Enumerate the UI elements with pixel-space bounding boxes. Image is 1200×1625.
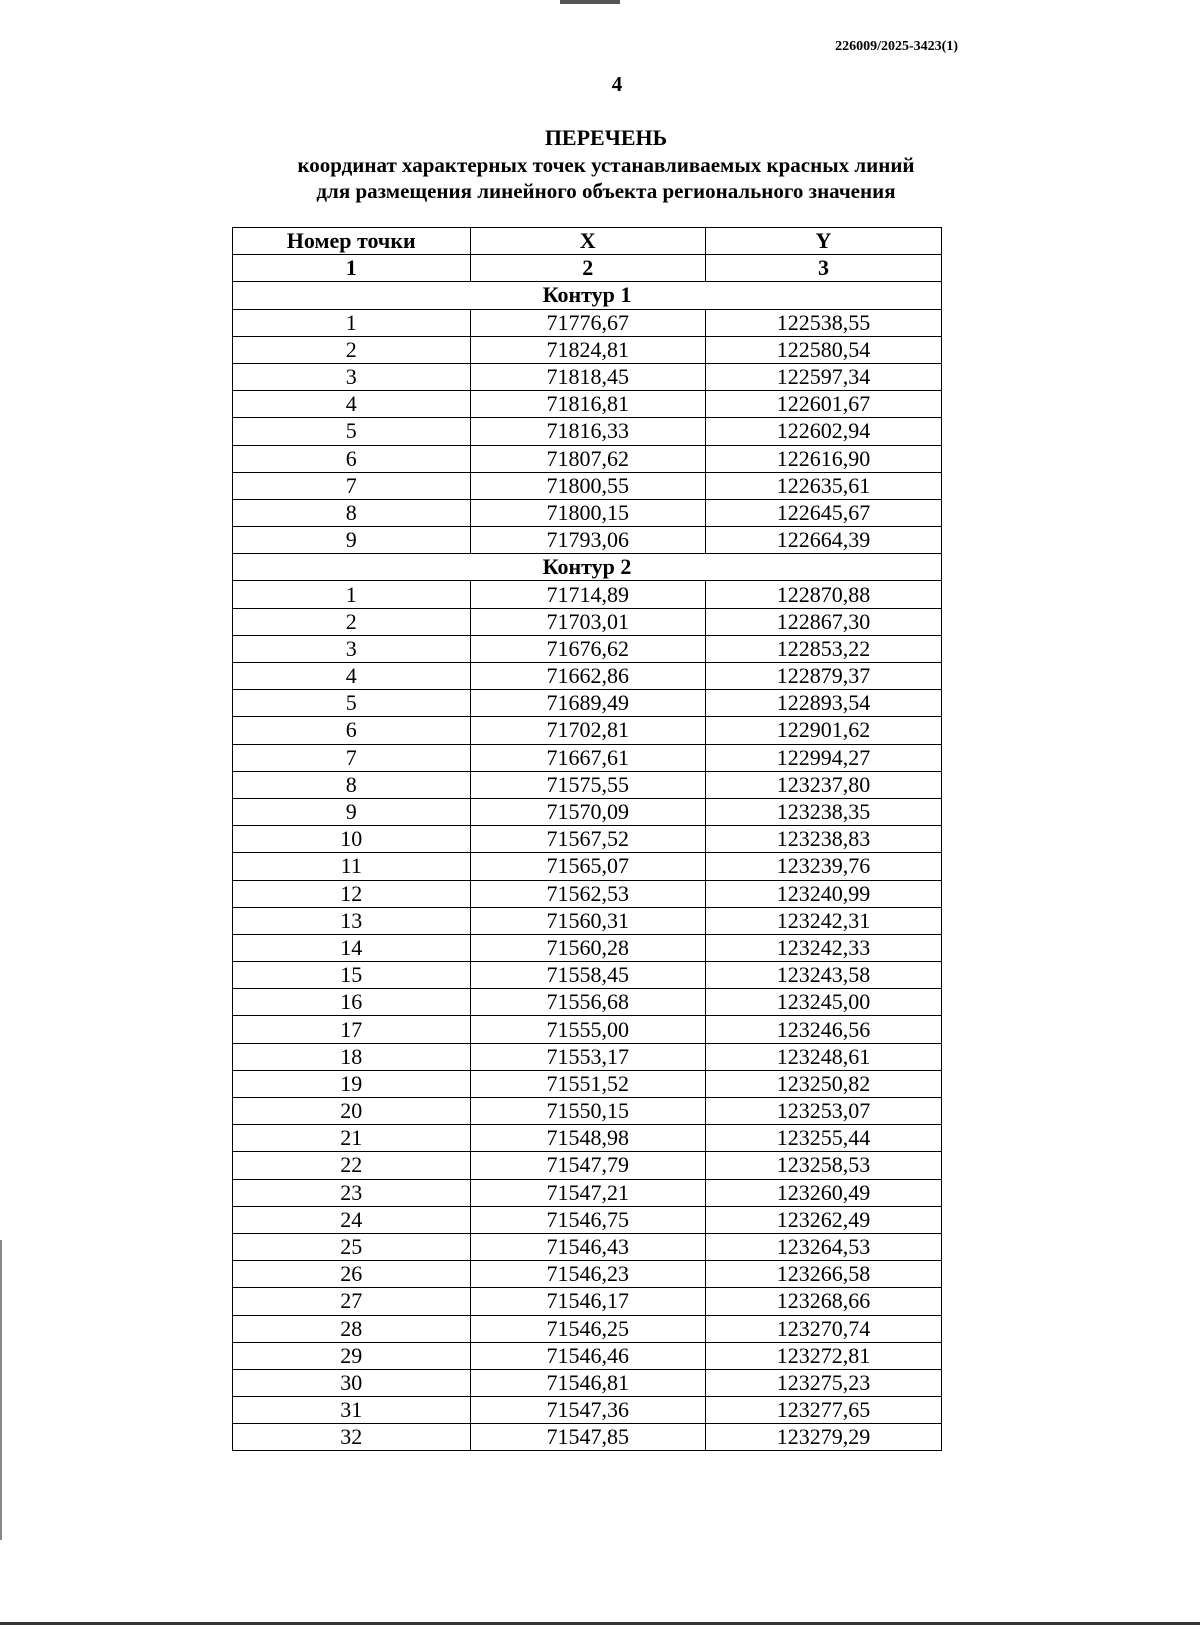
x-coordinate-cell: 71816,81	[470, 391, 705, 418]
point-number-cell: 10	[233, 826, 471, 853]
y-coordinate-cell: 123258,53	[705, 1152, 941, 1179]
point-number-cell: 17	[233, 1016, 471, 1043]
point-number-cell: 5	[233, 418, 471, 445]
table-row	[233, 1016, 942, 1043]
header-y: Y	[705, 228, 941, 255]
y-coordinate-cell: 123262,49	[705, 1206, 941, 1233]
x-coordinate-cell: 71546,75	[470, 1206, 705, 1233]
point-number-cell: 1	[233, 581, 471, 608]
y-coordinate-cell: 123239,76	[705, 853, 941, 880]
point-number-cell: 8	[233, 771, 471, 798]
x-coordinate-cell: 71567,52	[470, 826, 705, 853]
x-coordinate-cell: 71553,17	[470, 1043, 705, 1070]
table-row	[233, 853, 942, 880]
document-subtitle-line-2: для размещения линейного объекта регионального значения	[316, 179, 896, 203]
x-coordinate-cell: 71570,09	[470, 798, 705, 825]
page-number: 4	[611, 72, 623, 96]
x-coordinate-cell: 71667,61	[470, 744, 705, 771]
table-row	[233, 1369, 942, 1396]
y-coordinate-cell: 123248,61	[705, 1043, 941, 1070]
x-coordinate-cell: 71565,07	[470, 853, 705, 880]
table-body	[233, 282, 942, 1451]
x-coordinate-cell: 71776,67	[470, 309, 705, 336]
y-coordinate-cell: 123275,23	[705, 1369, 941, 1396]
y-coordinate-cell: 123260,49	[705, 1179, 941, 1206]
point-number-cell: 14	[233, 934, 471, 961]
x-coordinate-cell: 71547,85	[470, 1424, 705, 1451]
point-number-cell: 11	[233, 853, 471, 880]
y-coordinate-cell: 122538,55	[705, 309, 941, 336]
point-number-cell: 29	[233, 1342, 471, 1369]
table-row	[233, 1179, 942, 1206]
point-number-cell: 6	[233, 717, 471, 744]
index-cell-3: 3	[705, 255, 941, 282]
point-number-cell: 9	[233, 798, 471, 825]
y-coordinate-cell: 122616,90	[705, 445, 941, 472]
point-number-cell: 2	[233, 608, 471, 635]
x-coordinate-cell: 71546,81	[470, 1369, 705, 1396]
x-coordinate-cell: 71689,49	[470, 690, 705, 717]
point-number-cell: 19	[233, 1070, 471, 1097]
x-coordinate-cell: 71560,28	[470, 934, 705, 961]
table-row	[233, 581, 942, 608]
table-row	[233, 1206, 942, 1233]
coordinates-table-container	[232, 227, 942, 1451]
point-number-cell: 32	[233, 1424, 471, 1451]
x-coordinate-cell: 71547,79	[470, 1152, 705, 1179]
point-number-cell: 7	[233, 744, 471, 771]
x-coordinate-cell: 71714,89	[470, 581, 705, 608]
table-row	[233, 1342, 942, 1369]
y-coordinate-cell: 123253,07	[705, 1098, 941, 1125]
y-coordinate-cell: 122901,62	[705, 717, 941, 744]
point-number-cell: 15	[233, 962, 471, 989]
table-row	[233, 336, 942, 363]
y-coordinate-cell: 123264,53	[705, 1233, 941, 1260]
x-coordinate-cell: 71702,81	[470, 717, 705, 744]
table-row	[233, 934, 942, 961]
point-number-cell: 28	[233, 1315, 471, 1342]
table-row	[233, 1424, 942, 1451]
point-number-cell: 3	[233, 635, 471, 662]
coordinates-table	[232, 227, 942, 1451]
y-coordinate-cell: 123242,33	[705, 934, 941, 961]
table-row	[233, 499, 942, 526]
point-number-cell: 9	[233, 527, 471, 554]
x-coordinate-cell: 71818,45	[470, 363, 705, 390]
x-coordinate-cell: 71550,15	[470, 1098, 705, 1125]
y-coordinate-cell: 122664,39	[705, 527, 941, 554]
table-row	[233, 1125, 942, 1152]
y-coordinate-cell: 123272,81	[705, 1342, 941, 1369]
x-coordinate-cell: 71662,86	[470, 663, 705, 690]
index-cell-2: 2	[470, 255, 705, 282]
table-row	[233, 771, 942, 798]
point-number-cell: 18	[233, 1043, 471, 1070]
x-coordinate-cell: 71546,43	[470, 1233, 705, 1260]
y-coordinate-cell: 122994,27	[705, 744, 941, 771]
x-coordinate-cell: 71548,98	[470, 1125, 705, 1152]
table-row	[233, 1233, 942, 1260]
x-coordinate-cell: 71547,36	[470, 1397, 705, 1424]
y-coordinate-cell: 123246,56	[705, 1016, 941, 1043]
y-coordinate-cell: 122870,88	[705, 581, 941, 608]
y-coordinate-cell: 123266,58	[705, 1261, 941, 1288]
point-number-cell: 20	[233, 1098, 471, 1125]
x-coordinate-cell: 71793,06	[470, 527, 705, 554]
y-coordinate-cell: 123243,58	[705, 962, 941, 989]
point-number-cell: 26	[233, 1261, 471, 1288]
y-coordinate-cell: 123238,35	[705, 798, 941, 825]
x-coordinate-cell: 71800,15	[470, 499, 705, 526]
x-coordinate-cell: 71562,53	[470, 880, 705, 907]
y-coordinate-cell: 122601,67	[705, 391, 941, 418]
y-coordinate-cell: 122879,37	[705, 663, 941, 690]
header-point-number: Номер точки	[233, 228, 471, 255]
contour-label: Контур 2	[233, 554, 942, 581]
header-x: X	[470, 228, 705, 255]
table-row	[233, 744, 942, 771]
y-coordinate-cell: 122602,94	[705, 418, 941, 445]
y-coordinate-cell: 122635,61	[705, 472, 941, 499]
table-row	[233, 826, 942, 853]
point-number-cell: 30	[233, 1369, 471, 1396]
table-row	[233, 962, 942, 989]
y-coordinate-cell: 122867,30	[705, 608, 941, 635]
y-coordinate-cell: 122645,67	[705, 499, 941, 526]
point-number-cell: 7	[233, 472, 471, 499]
contour-label: Контур 1	[233, 282, 942, 309]
table-row	[233, 1152, 942, 1179]
table-row	[233, 363, 942, 390]
document-subtitle-line-1: координат характерных точек устанавливаемых красных линий	[297, 153, 915, 177]
contour-header-row	[233, 282, 942, 309]
y-coordinate-cell: 123277,65	[705, 1397, 941, 1424]
table-row	[233, 798, 942, 825]
x-coordinate-cell: 71676,62	[470, 635, 705, 662]
point-number-cell: 25	[233, 1233, 471, 1260]
table-row	[233, 527, 942, 554]
table-row	[233, 1315, 942, 1342]
y-coordinate-cell: 123240,99	[705, 880, 941, 907]
point-number-cell: 27	[233, 1288, 471, 1315]
point-number-cell: 31	[233, 1397, 471, 1424]
y-coordinate-cell: 122580,54	[705, 336, 941, 363]
point-number-cell: 21	[233, 1125, 471, 1152]
contour-header-row	[233, 554, 942, 581]
x-coordinate-cell: 71546,46	[470, 1342, 705, 1369]
x-coordinate-cell: 71546,23	[470, 1261, 705, 1288]
point-number-cell: 16	[233, 989, 471, 1016]
table-row	[233, 472, 942, 499]
y-coordinate-cell: 123238,83	[705, 826, 941, 853]
y-coordinate-cell: 122853,22	[705, 635, 941, 662]
table-row	[233, 907, 942, 934]
point-number-cell: 1	[233, 309, 471, 336]
scan-top-mark	[560, 0, 620, 4]
x-coordinate-cell: 71555,00	[470, 1016, 705, 1043]
point-number-cell: 4	[233, 663, 471, 690]
point-number-cell: 6	[233, 445, 471, 472]
x-coordinate-cell: 71547,21	[470, 1179, 705, 1206]
table-row	[233, 1261, 942, 1288]
document-title: ПЕРЕЧЕНЬ	[544, 125, 668, 150]
table-row	[233, 989, 942, 1016]
x-coordinate-cell: 71551,52	[470, 1070, 705, 1097]
y-coordinate-cell: 123268,66	[705, 1288, 941, 1315]
point-number-cell: 2	[233, 336, 471, 363]
table-row	[233, 690, 942, 717]
x-coordinate-cell: 71556,68	[470, 989, 705, 1016]
point-number-cell: 13	[233, 907, 471, 934]
table-row	[233, 1070, 942, 1097]
y-coordinate-cell: 122893,54	[705, 690, 941, 717]
y-coordinate-cell: 122597,34	[705, 363, 941, 390]
table-row	[233, 608, 942, 635]
y-coordinate-cell: 123279,29	[705, 1424, 941, 1451]
index-cell-1: 1	[233, 255, 471, 282]
point-number-cell: 8	[233, 499, 471, 526]
x-coordinate-cell: 71703,01	[470, 608, 705, 635]
x-coordinate-cell: 71546,25	[470, 1315, 705, 1342]
point-number-cell: 12	[233, 880, 471, 907]
table-header-row	[233, 228, 942, 255]
x-coordinate-cell: 71816,33	[470, 418, 705, 445]
x-coordinate-cell: 71800,55	[470, 472, 705, 499]
table-row	[233, 1397, 942, 1424]
scan-left-edge	[0, 1240, 2, 1540]
point-number-cell: 3	[233, 363, 471, 390]
y-coordinate-cell: 123270,74	[705, 1315, 941, 1342]
table-row	[233, 1043, 942, 1070]
table-row	[233, 717, 942, 744]
table-row	[233, 880, 942, 907]
table-row	[233, 309, 942, 336]
x-coordinate-cell: 71807,62	[470, 445, 705, 472]
x-coordinate-cell: 71558,45	[470, 962, 705, 989]
point-number-cell: 23	[233, 1179, 471, 1206]
x-coordinate-cell: 71560,31	[470, 907, 705, 934]
point-number-cell: 22	[233, 1152, 471, 1179]
title-block	[230, 124, 982, 204]
table-row	[233, 391, 942, 418]
x-coordinate-cell: 71575,55	[470, 771, 705, 798]
y-coordinate-cell: 123255,44	[705, 1125, 941, 1152]
point-number-cell: 4	[233, 391, 471, 418]
point-number-cell: 5	[233, 690, 471, 717]
table-index-row	[233, 255, 942, 282]
table-row	[233, 663, 942, 690]
table-row	[233, 1098, 942, 1125]
table-row	[233, 1288, 942, 1315]
table-row	[233, 635, 942, 662]
table-row	[233, 445, 942, 472]
x-coordinate-cell: 71546,17	[470, 1288, 705, 1315]
y-coordinate-cell: 123237,80	[705, 771, 941, 798]
y-coordinate-cell: 123250,82	[705, 1070, 941, 1097]
y-coordinate-cell: 123245,00	[705, 989, 941, 1016]
x-coordinate-cell: 71824,81	[470, 336, 705, 363]
document-number: 226009/2025-3423(1)	[835, 39, 958, 54]
table-row	[233, 418, 942, 445]
y-coordinate-cell: 123242,31	[705, 907, 941, 934]
point-number-cell: 24	[233, 1206, 471, 1233]
